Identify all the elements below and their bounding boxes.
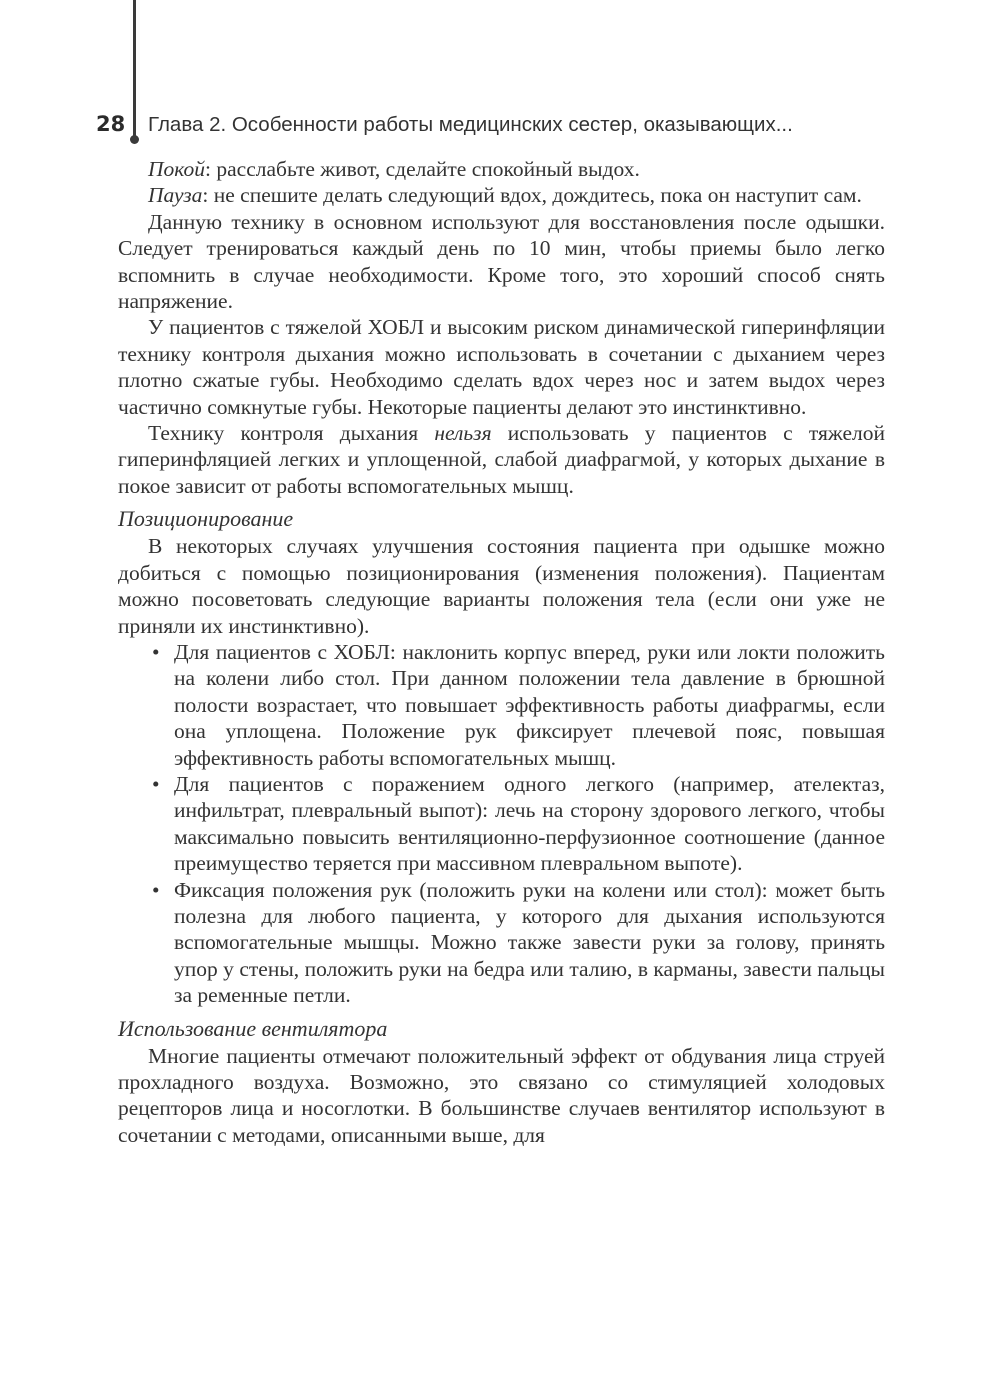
positioning-list bbox=[118, 639, 885, 1009]
emphasis-forbidden: нельзя bbox=[434, 421, 492, 446]
contraindication-text-before: Технику контроля дыхания bbox=[148, 421, 435, 446]
contraindication-text-after: использовать у пациентов с тяжелой гиперинфляцией легких и уплощенной, слабой диафрагмой, у которых дыхание в покое зависит от работы вспомогательных мышц. bbox=[118, 421, 885, 498]
bullet-icon: • bbox=[152, 639, 160, 664]
body-text bbox=[118, 156, 885, 1148]
bullet-icon: • bbox=[152, 771, 160, 796]
page-number: 28 bbox=[96, 112, 126, 136]
paragraph-pause bbox=[118, 182, 885, 208]
section-heading-fan: Использование вентилятора bbox=[118, 1015, 388, 1041]
paragraph-pause-text: : не спешите делать следующий вдох, дождитесь, пока он наступит сам. bbox=[202, 183, 862, 208]
list-item bbox=[152, 771, 885, 877]
paragraph-copd-technique: У пациентов с тяжелой ХОБЛ и высоким риском динамической гиперинфляции технику контроля дыхания можно использовать в сочетании с дыханием через плотно сжатые губы. Необходимо сделать вдох через нос и затем выдох через частично сомкнутые губы. Некоторые пациенты делают это инстинктивно. bbox=[118, 315, 885, 419]
term-pause: Пауза bbox=[148, 183, 203, 208]
paragraph-technique-use: Данную технику в основном используют для восстановления после одышки. Следует тренироваться каждый день по 10 мин, чтобы приемы было легко вспомнить в случае необходимости. Кроме того, это хороший способ снять напряжение. bbox=[118, 209, 885, 314]
paragraph-positioning-intro: В некоторых случаях улучшения состояния пациента при одышке можно добиться с помощью позиционирования (изменения положения). Пациентам можно посоветовать следующие варианты положения тела (если они уже не приняли их инстинктивно). bbox=[118, 534, 885, 638]
section-heading-positioning: Позиционирование bbox=[118, 506, 294, 532]
header-vertical-rule bbox=[133, 0, 136, 138]
term-rest: Покой bbox=[148, 157, 206, 181]
header-rule-dot bbox=[130, 135, 139, 144]
paragraph-fan-intro: Многие пациенты отмечают положительный эффект от обдувания лица струей прохладного воздуха. Возможно, это связано со стимуляцией холодовых рецепторов лица и носоглотки. В большинстве случаев вентилятор используют в сочетании с методами, описанными выше, для bbox=[118, 1043, 885, 1147]
paragraph-rest bbox=[118, 156, 885, 182]
list-item bbox=[152, 639, 885, 771]
paragraph-contraindication bbox=[118, 420, 885, 499]
list-item-text: Фиксация положения рук (положить руки на колени или стол): может быть полезна для любого пациента, у которого для дыхания используются вспомогательные мышцы. Можно также завести руки за голову, принять упор у стены, положить руки на бедра или талию, в карманы, завести пальцы за ременные петли. bbox=[174, 877, 885, 1008]
list-item-text: Для пациентов с поражением одного легкого (например, ателектаз, инфильтрат, плевральный выпот): лечь на сторону здорового легкого, чтобы максимально повысить вентиляционно-перфузионное соотношение (данное преимущество теряется при массивном плевральном выпоте). bbox=[174, 771, 885, 876]
running-title: Глава 2. Особенности работы медицинских сестер, оказывающих... bbox=[148, 113, 793, 136]
list-item bbox=[152, 877, 885, 1009]
paragraph-rest-text: : расслабьте живот, сделайте спокойный выдох. bbox=[205, 157, 640, 181]
bullet-icon: • bbox=[152, 877, 160, 902]
list-item-text: Для пациентов с ХОБЛ: наклонить корпус вперед, руки или локти положить на колени либо стол. При данном положении тела давление в брюшной полости возрастает, что повышает эффективность работы диафрагмы, если она уплощена. Положение рук фиксирует плечевой пояс, повышая эффективность работы вспомогательных мышц. bbox=[174, 639, 885, 770]
